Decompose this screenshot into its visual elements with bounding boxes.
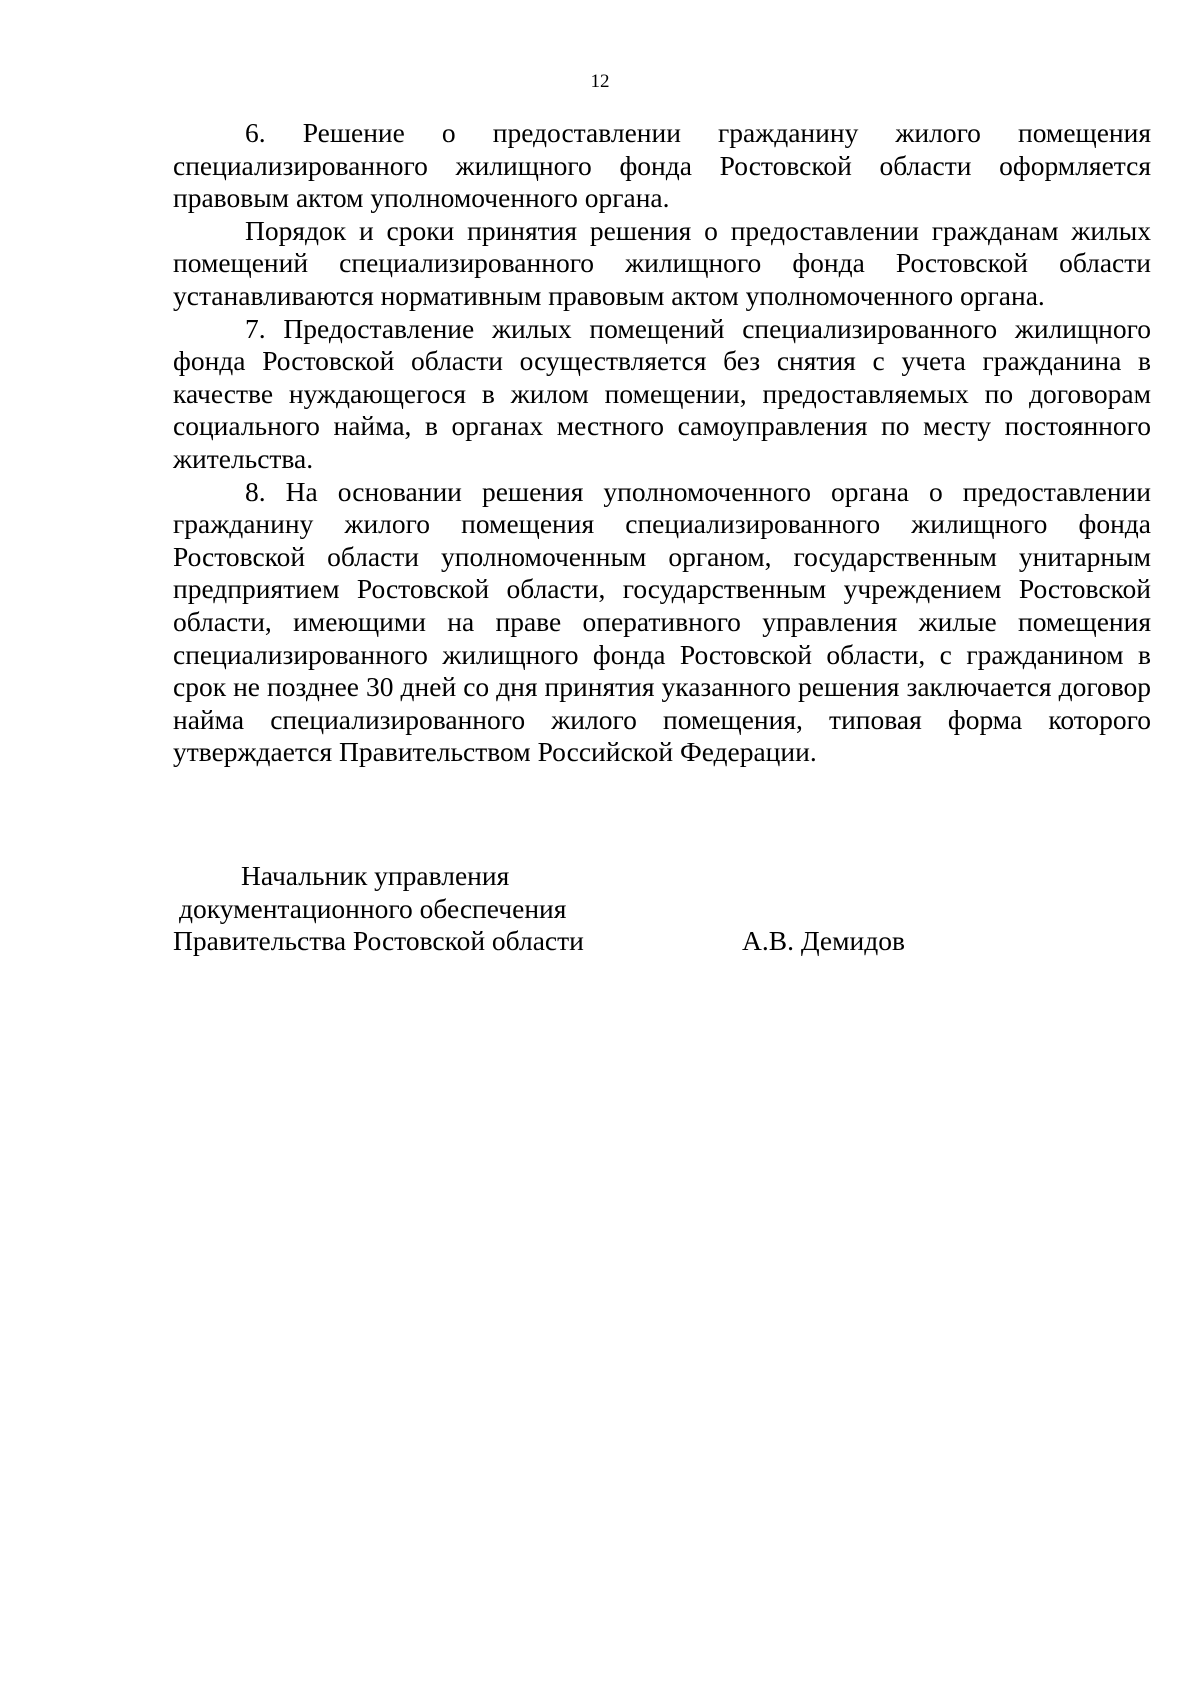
signatory-name: А.В. Демидов [742, 925, 905, 957]
paragraph-8-contract: 8. На основании решения уполномоченного органа о предоставлении гражданину жилого помещения специализированного жилищного фонда Ростовской области уполномоченным органом, государственным унитарным предприятием Ростовской области, государственным учреждением Ростовской области, имеющими на праве оперативного управления жилые помещения специализированного жилищного фонда Ростовской области, с гражданином в срок не позднее 30 дней со дня принятия указанного решения заключается договор найма специализированного жилого помещения, типовая форма которого утверждается Правительством Российской Федерации. [173, 475, 1151, 768]
document-body [173, 117, 1151, 769]
signature-block [173, 860, 1153, 970]
paragraph-6-decision: 6. Решение о предоставлении гражданину жилого помещения специализированного жилищного фонда Ростовской области оформляется правовым актом уполномоченного органа. [173, 117, 1151, 214]
page-number: 12 [590, 71, 610, 92]
signatory-title-line-3: Правительства Ростовской области [173, 925, 584, 957]
paragraph-procedure-terms: Порядок и сроки принятия решения о предоставлении гражданам жилых помещений специализированного жилищного фонда Ростовской области устанавливаются нормативным правовым актом уполномоченного органа. [173, 214, 1151, 311]
signatory-title-line-2: документационного обеспечения [179, 892, 567, 924]
paragraph-7-provision: 7. Предоставление жилых помещений специализированного жилищного фонда Ростовской области осуществляется без снятия с учета гражданина в качестве нуждающегося в жилом помещении, предоставляемых по договорам социального найма, в органах местного самоуправления по месту постоянного жительства. [173, 312, 1151, 474]
signatory-title-line-1: Начальник управления [241, 860, 510, 891]
